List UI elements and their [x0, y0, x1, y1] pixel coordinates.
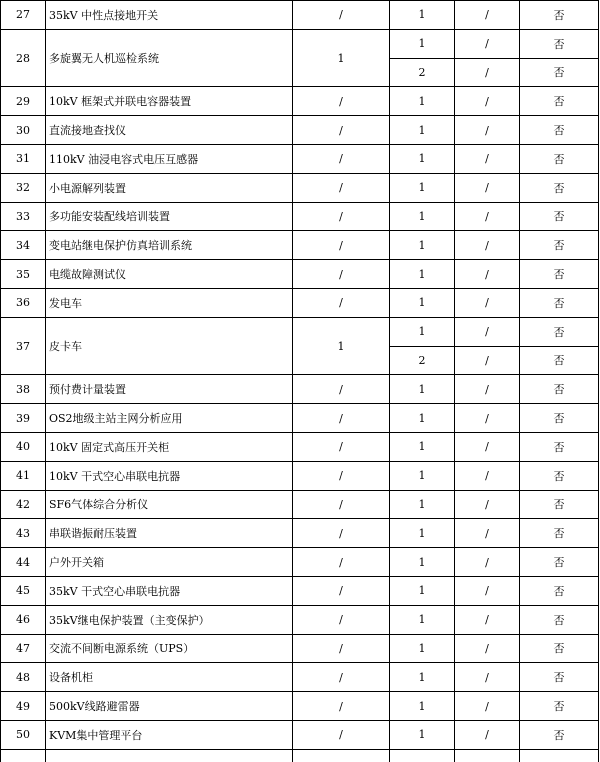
detail-cell: / [455, 116, 520, 145]
row-number-cell: 50 [1, 720, 46, 749]
row-number-cell: 40 [1, 432, 46, 461]
status-cell: 否 [520, 346, 599, 375]
status-cell: 否 [520, 375, 599, 404]
item-name-cell: 110kV 油浸电容式电压互感器 [46, 144, 293, 173]
table-row [1, 260, 599, 289]
quantity-cell: / [293, 1, 390, 30]
status-cell: 否 [520, 144, 599, 173]
lot-number-cell: 1 [390, 260, 455, 289]
empty-cell [455, 749, 520, 762]
quantity-cell: / [293, 576, 390, 605]
lot-number-cell: 1 [390, 173, 455, 202]
quantity-cell: / [293, 202, 390, 231]
quantity-cell: / [293, 490, 390, 519]
empty-cell [520, 749, 599, 762]
detail-cell: / [455, 375, 520, 404]
lot-number-cell: 1 [390, 317, 455, 346]
item-name-cell: 500kV线路避雷器 [46, 692, 293, 721]
table-row [1, 461, 599, 490]
row-number-cell: 38 [1, 375, 46, 404]
item-name-cell: 10kV 框架式并联电容器装置 [46, 87, 293, 116]
detail-cell: / [455, 605, 520, 634]
table-row [1, 173, 599, 202]
row-number-cell: 27 [1, 1, 46, 30]
table-body [1, 1, 599, 762]
quantity-cell: / [293, 720, 390, 749]
quantity-cell: 1 [293, 317, 390, 375]
status-cell: 否 [520, 605, 599, 634]
row-number-cell: 41 [1, 461, 46, 490]
row-number-cell: 43 [1, 519, 46, 548]
item-name-cell: 多旋翼无人机巡检系统 [46, 29, 293, 87]
row-number-cell: 28 [1, 29, 46, 87]
item-name-cell: SF6气体综合分析仪 [46, 490, 293, 519]
lot-number-cell: 1 [390, 87, 455, 116]
status-cell: 否 [520, 519, 599, 548]
status-cell: 否 [520, 1, 599, 30]
row-number-cell: 39 [1, 404, 46, 433]
detail-cell: / [455, 317, 520, 346]
table-row [1, 692, 599, 721]
quantity-cell: / [293, 288, 390, 317]
lot-number-cell: 2 [390, 346, 455, 375]
detail-cell: / [455, 692, 520, 721]
table-row [1, 548, 599, 577]
detail-cell: / [455, 720, 520, 749]
table-row [1, 519, 599, 548]
detail-cell: / [455, 29, 520, 58]
item-name-cell: 小电源解列装置 [46, 173, 293, 202]
status-cell: 否 [520, 29, 599, 58]
detail-cell: / [455, 58, 520, 87]
table-row [1, 317, 599, 346]
detail-cell: / [455, 663, 520, 692]
row-number-cell: 37 [1, 317, 46, 375]
lot-number-cell: 1 [390, 519, 455, 548]
row-number-cell: 33 [1, 202, 46, 231]
quantity-cell: / [293, 634, 390, 663]
table-row [1, 231, 599, 260]
row-number-cell: 46 [1, 605, 46, 634]
row-number-cell: 48 [1, 663, 46, 692]
row-number-cell: 35 [1, 260, 46, 289]
status-cell: 否 [520, 202, 599, 231]
lot-number-cell: 1 [390, 116, 455, 145]
quantity-cell: / [293, 173, 390, 202]
item-name-cell: 电缆故障测试仪 [46, 260, 293, 289]
status-cell: 否 [520, 173, 599, 202]
row-number-cell: 29 [1, 87, 46, 116]
status-cell: 否 [520, 231, 599, 260]
lot-number-cell: 1 [390, 231, 455, 260]
table-row [1, 720, 599, 749]
quantity-cell: / [293, 548, 390, 577]
status-cell: 否 [520, 116, 599, 145]
status-cell: 否 [520, 432, 599, 461]
item-name-cell: 串联谐振耐压装置 [46, 519, 293, 548]
table-row [1, 576, 599, 605]
table-row [1, 663, 599, 692]
status-cell: 否 [520, 720, 599, 749]
item-name-cell: 10kV 固定式高压开关柜 [46, 432, 293, 461]
quantity-cell: / [293, 375, 390, 404]
item-name-cell: 户外开关箱 [46, 548, 293, 577]
table-row [1, 1, 599, 30]
detail-cell: / [455, 548, 520, 577]
status-cell: 否 [520, 87, 599, 116]
detail-cell: / [455, 432, 520, 461]
status-cell: 否 [520, 663, 599, 692]
detail-cell: / [455, 490, 520, 519]
item-name-cell: 35kV 中性点接地开关 [46, 1, 293, 30]
item-name-cell: 35kV 干式空心串联电抗器 [46, 576, 293, 605]
lot-number-cell: 1 [390, 404, 455, 433]
table-row [1, 634, 599, 663]
quantity-cell: / [293, 116, 390, 145]
table-row [1, 605, 599, 634]
lot-number-cell: 1 [390, 490, 455, 519]
quantity-cell: / [293, 231, 390, 260]
table-row [1, 288, 599, 317]
quantity-cell: / [293, 692, 390, 721]
lot-number-cell: 1 [390, 375, 455, 404]
lot-number-cell: 1 [390, 1, 455, 30]
lot-number-cell: 1 [390, 144, 455, 173]
item-name-cell: 多功能安装配线培训装置 [46, 202, 293, 231]
status-cell: 否 [520, 461, 599, 490]
quantity-cell: / [293, 404, 390, 433]
table-row [1, 432, 599, 461]
row-number-cell: 34 [1, 231, 46, 260]
detail-cell: / [455, 634, 520, 663]
empty-cell [46, 749, 293, 762]
quantity-cell: / [293, 260, 390, 289]
row-number-cell: 49 [1, 692, 46, 721]
status-cell: 否 [520, 260, 599, 289]
lot-number-cell: 1 [390, 576, 455, 605]
detail-cell: / [455, 1, 520, 30]
quantity-cell: / [293, 87, 390, 116]
empty-cell [390, 749, 455, 762]
lot-number-cell: 1 [390, 605, 455, 634]
lot-number-cell: 1 [390, 202, 455, 231]
quantity-cell: / [293, 605, 390, 634]
lot-number-cell: 1 [390, 692, 455, 721]
row-number-cell: 45 [1, 576, 46, 605]
detail-cell: / [455, 144, 520, 173]
item-name-cell: 变电站继电保护仿真培训系统 [46, 231, 293, 260]
quantity-cell: / [293, 144, 390, 173]
table-row [1, 375, 599, 404]
row-number-cell: 44 [1, 548, 46, 577]
status-cell: 否 [520, 576, 599, 605]
item-name-cell: OS2地级主站主网分析应用 [46, 404, 293, 433]
status-cell: 否 [520, 634, 599, 663]
status-cell: 否 [520, 404, 599, 433]
lot-number-cell: 1 [390, 548, 455, 577]
status-cell: 否 [520, 288, 599, 317]
table-row [1, 202, 599, 231]
detail-cell: / [455, 288, 520, 317]
lot-number-cell: 1 [390, 634, 455, 663]
empty-cell [1, 749, 46, 762]
detail-cell: / [455, 519, 520, 548]
status-cell: 否 [520, 490, 599, 519]
table-row [1, 490, 599, 519]
row-number-cell: 32 [1, 173, 46, 202]
status-cell: 否 [520, 548, 599, 577]
lot-number-cell: 1 [390, 663, 455, 692]
detail-cell: / [455, 173, 520, 202]
item-name-cell: 10kV 干式空心串联电抗器 [46, 461, 293, 490]
detail-cell: / [455, 346, 520, 375]
detail-cell: / [455, 404, 520, 433]
row-number-cell: 31 [1, 144, 46, 173]
table-row [1, 144, 599, 173]
item-name-cell: 交流不间断电源系统（UPS） [46, 634, 293, 663]
detail-cell: / [455, 87, 520, 116]
quantity-cell: 1 [293, 29, 390, 87]
row-number-cell: 47 [1, 634, 46, 663]
table-row [1, 87, 599, 116]
detail-cell: / [455, 231, 520, 260]
item-name-cell: 35kV继电保护装置（主变保护） [46, 605, 293, 634]
table-row [1, 29, 599, 58]
item-name-cell: 设备机柜 [46, 663, 293, 692]
item-name-cell: KVM集中管理平台 [46, 720, 293, 749]
lot-number-cell: 1 [390, 288, 455, 317]
detail-cell: / [455, 576, 520, 605]
quantity-cell: / [293, 432, 390, 461]
detail-cell: / [455, 260, 520, 289]
status-cell: 否 [520, 317, 599, 346]
lot-number-cell: 1 [390, 29, 455, 58]
detail-cell: / [455, 461, 520, 490]
item-name-cell: 直流接地查找仪 [46, 116, 293, 145]
table-row [1, 404, 599, 433]
status-cell: 否 [520, 58, 599, 87]
status-cell: 否 [520, 692, 599, 721]
lot-number-cell: 1 [390, 720, 455, 749]
quantity-cell: / [293, 519, 390, 548]
lot-number-cell: 2 [390, 58, 455, 87]
table-row-partial [1, 749, 599, 762]
item-name-cell: 预付费计量装置 [46, 375, 293, 404]
quantity-cell: / [293, 663, 390, 692]
row-number-cell: 42 [1, 490, 46, 519]
item-name-cell: 发电车 [46, 288, 293, 317]
empty-cell [293, 749, 390, 762]
row-number-cell: 36 [1, 288, 46, 317]
detail-cell: / [455, 202, 520, 231]
lot-number-cell: 1 [390, 461, 455, 490]
table-row [1, 116, 599, 145]
item-name-cell: 皮卡车 [46, 317, 293, 375]
lot-number-cell: 1 [390, 432, 455, 461]
quantity-cell: / [293, 461, 390, 490]
row-number-cell: 30 [1, 116, 46, 145]
